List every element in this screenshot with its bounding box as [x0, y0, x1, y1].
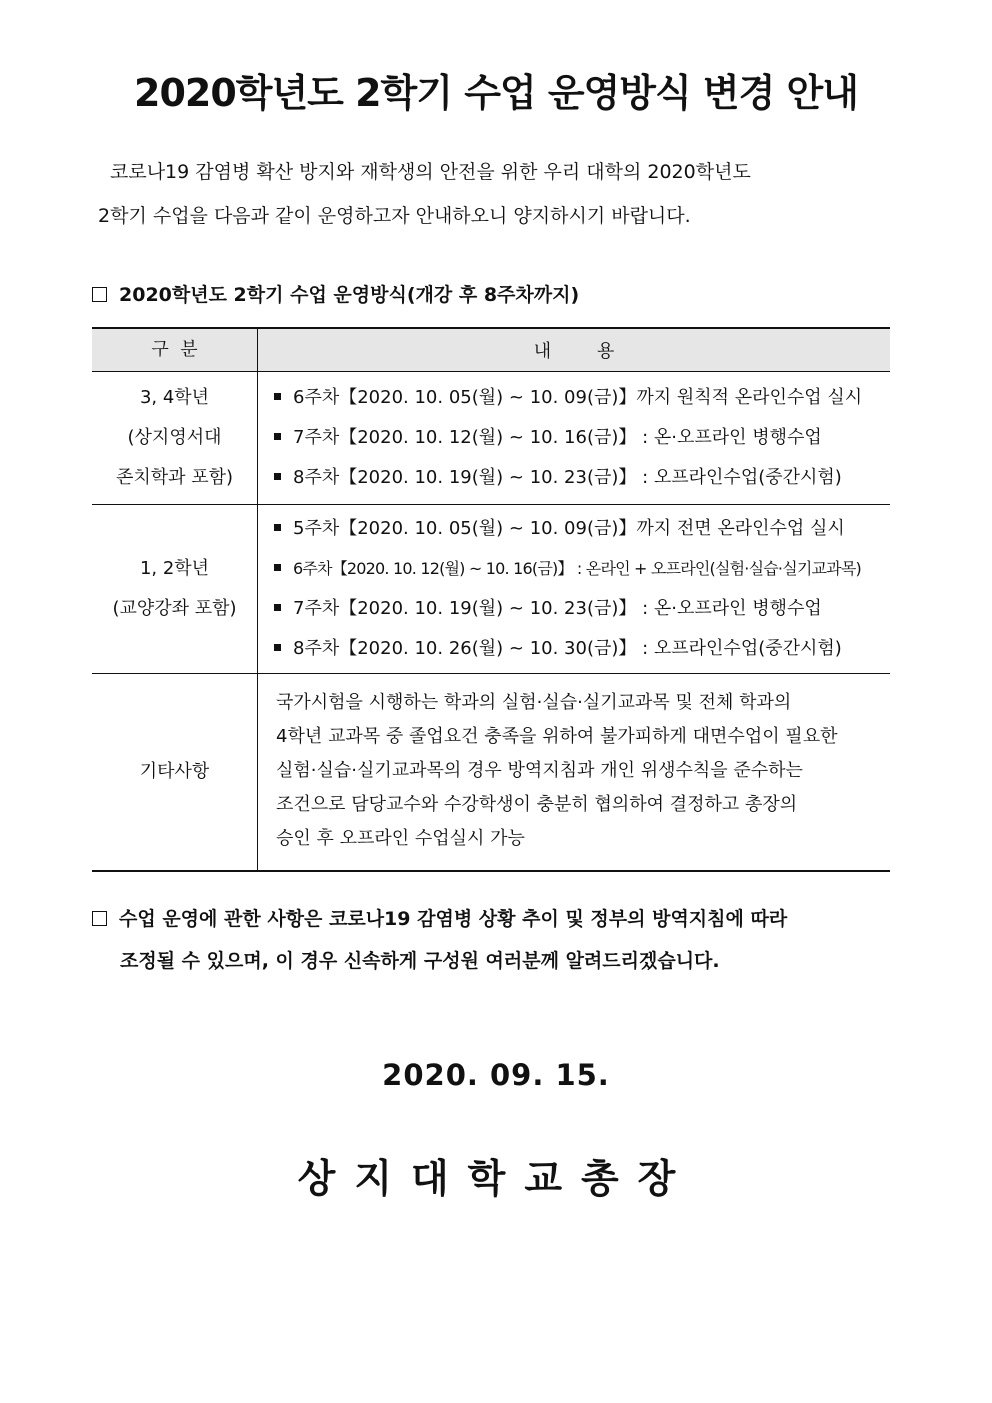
document-title: 2020학년도 2학기 수업 운영방식 변경 안내 — [134, 71, 858, 115]
notice-paragraph — [92, 898, 892, 982]
misc-text — [258, 674, 891, 872]
misc-line: 4학년 교과목 중 졸업요건 충족을 위하여 불가피하게 대면수업이 필요한 — [276, 726, 838, 747]
document-date: 2020. 09. 15. — [382, 1058, 610, 1092]
signature: 상지대학교총장 — [297, 1157, 695, 1202]
category-line: (상지영서대 — [127, 427, 222, 448]
section-heading — [92, 280, 579, 307]
square-bullet-icon — [274, 393, 281, 400]
misc-line: 국가시험을 시행하는 학과의 실험·실습·실기교과목 및 전체 학과의 — [276, 692, 792, 713]
intro-paragraph — [98, 150, 898, 238]
schedule-table — [92, 327, 890, 872]
category-line: (교양강좌 포함) — [112, 598, 237, 619]
list-item: 6주차【2020. 10. 12(월) ~ 10. 16(금)】 : 온라인 + 오프라인(실험·실습·실기교과목) — [274, 549, 889, 589]
category-line: 기타사항 — [139, 761, 210, 782]
section-heading-text: 2020학년도 2학기 수업 운영방식(개강 후 8주차까지) — [119, 284, 580, 306]
table-row — [92, 372, 890, 505]
category-line: 존치학과 포함) — [115, 467, 234, 488]
row-category — [92, 505, 258, 674]
intro-line-1: 코로나19 감염병 확산 방지와 재학생의 안전을 위한 우리 대학의 2020학년도 — [110, 161, 751, 183]
notice-line-2: 조정될 수 있으며, 이 경우 신속하게 구성원 여러분께 알려드리겠습니다. — [120, 950, 720, 972]
list-item: 6주차【2020. 10. 05(월) ~ 10. 09(금)】까지 원칙적 온라인수업 실시 — [274, 378, 889, 418]
row-category — [92, 372, 258, 505]
square-bullet-icon — [274, 524, 281, 531]
misc-line: 실험·실습·실기교과목의 경우 방역지침과 개인 위생수칙을 준수하는 — [276, 760, 803, 781]
checkbox-square-icon — [92, 911, 107, 926]
table-row — [92, 674, 890, 872]
table-header-row — [92, 328, 890, 372]
row-items — [258, 372, 891, 505]
list-item: 8주차【2020. 10. 26(월) ~ 10. 30(금)】 : 오프라인수업(중간시험) — [274, 629, 889, 669]
header-category: 구 분 — [92, 328, 258, 372]
square-bullet-icon — [274, 564, 281, 571]
category-line: 1, 2학년 — [139, 558, 210, 579]
notice-line-1: 수업 운영에 관한 사항은 코로나19 감염병 상황 추이 및 정부의 방역지침에 따라 — [119, 908, 788, 930]
misc-line: 승인 후 오프라인 수업실시 가능 — [276, 828, 525, 849]
row-category — [92, 674, 258, 872]
list-item: 5주차【2020. 10. 05(월) ~ 10. 09(금)】까지 전면 온라인수업 실시 — [274, 509, 889, 549]
square-bullet-icon — [274, 604, 281, 611]
list-item: 8주차【2020. 10. 19(월) ~ 10. 23(금)】 : 오프라인수업(중간시험) — [274, 458, 889, 498]
checkbox-square-icon — [92, 287, 107, 302]
intro-line-2: 2학기 수업을 다음과 같이 운영하고자 안내하오니 양지하시기 바랍니다. — [98, 205, 691, 227]
misc-line: 조건으로 담당교수와 수강학생이 충분히 협의하여 결정하고 총장의 — [276, 794, 798, 815]
square-bullet-icon — [274, 473, 281, 480]
category-line: 3, 4학년 — [139, 387, 210, 408]
list-item: 7주차【2020. 10. 19(월) ~ 10. 23(금)】 : 온·오프라인 병행수업 — [274, 589, 889, 629]
header-content: 내 용 — [258, 328, 891, 372]
table-row — [92, 505, 890, 674]
row-items — [258, 505, 891, 674]
list-item: 7주차【2020. 10. 12(월) ~ 10. 16(금)】 : 온·오프라인 병행수업 — [274, 418, 889, 458]
square-bullet-icon — [274, 433, 281, 440]
square-bullet-icon — [274, 644, 281, 651]
